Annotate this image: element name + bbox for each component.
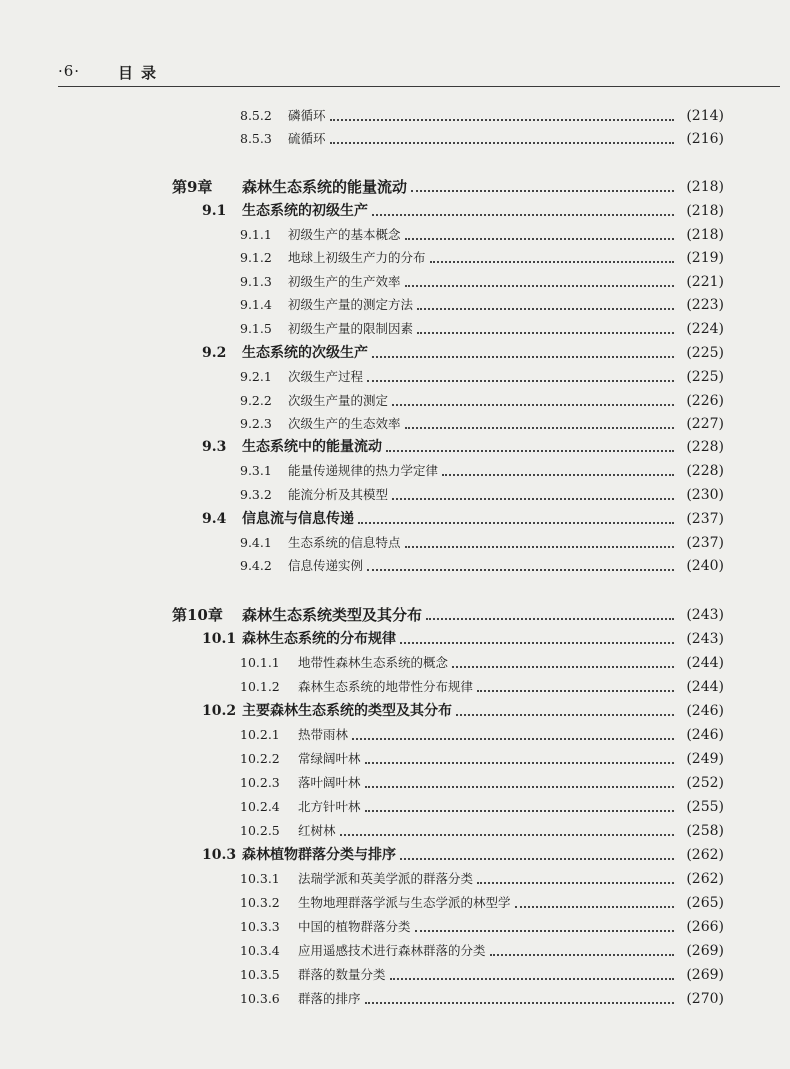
header-title: 目录 [118, 64, 165, 82]
toc-entry-number: 10.3.6 [240, 991, 280, 1006]
toc-entry-number: 10.3.2 [240, 895, 280, 910]
toc-entry-page: (252) [686, 775, 724, 791]
toc-entry-title: 群落的排序 [298, 991, 361, 1006]
toc-entry-page: (240) [686, 558, 724, 574]
leader-dots [352, 738, 674, 740]
leader-dots [477, 882, 674, 884]
toc-entry-title: 生态系统的信息特点 [288, 535, 401, 550]
toc-entry-page: (216) [686, 131, 724, 147]
toc-entry-page: (262) [686, 871, 724, 887]
leader-dots [477, 690, 674, 692]
toc-entry-page: (255) [686, 799, 724, 815]
toc-entry[interactable] [240, 676, 724, 698]
toc-entry[interactable] [240, 652, 724, 674]
toc-chapter[interactable] [172, 176, 724, 198]
leader-dots [365, 762, 674, 764]
toc-entry-number: 9.2 [202, 345, 227, 361]
toc-entry-page: (244) [686, 655, 724, 671]
toc-entry-number: 10.2.3 [240, 775, 280, 790]
toc-entry-page: (265) [686, 895, 724, 911]
toc-entry-title: 群落的数量分类 [298, 967, 386, 982]
leader-dots [405, 427, 674, 429]
toc-entry-page: (221) [686, 274, 724, 290]
toc-entry-number: 10.3.1 [240, 871, 280, 886]
toc-entry-page: (224) [686, 321, 724, 337]
toc-entry[interactable] [240, 460, 724, 482]
toc-entry-title: 生物地理群落学派与生态学派的林型学 [298, 895, 511, 910]
leader-dots [515, 906, 674, 908]
toc-entry-title: 森林生态系统的分布规律 [242, 631, 396, 647]
toc-entry-title: 森林生态系统的地带性分布规律 [298, 679, 474, 694]
toc-entry-page: (237) [686, 511, 724, 527]
toc-entry-page: (219) [686, 250, 724, 266]
toc-entry-title: 初级生产量的测定方法 [288, 297, 414, 312]
toc-entry-page: (214) [686, 108, 724, 124]
leader-dots [456, 714, 674, 716]
toc-entry-title: 地带性森林生态系统的概念 [298, 655, 449, 670]
toc-entry[interactable] [240, 988, 724, 1010]
toc-entry-page: (262) [686, 847, 724, 863]
toc-entry[interactable] [240, 390, 724, 412]
toc-entry[interactable] [240, 484, 724, 506]
toc-entry-page: (237) [686, 535, 724, 551]
toc-entry[interactable] [240, 271, 724, 293]
toc-entry[interactable] [240, 224, 724, 246]
toc-entry-number: 9.1.4 [240, 297, 272, 312]
leader-dots [405, 285, 674, 287]
toc-section[interactable] [202, 844, 724, 866]
toc-entry-page: (244) [686, 679, 724, 695]
toc-entry-number: 9.1.1 [240, 227, 272, 242]
toc-entry-number: 10.2.1 [240, 727, 280, 742]
toc-entry-page: (269) [686, 943, 724, 959]
toc-entry[interactable] [240, 940, 724, 962]
toc-entry[interactable] [240, 868, 724, 890]
toc-entry-title: 次级生产量的测定 [288, 393, 389, 408]
toc-entry-title: 红树林 [298, 823, 336, 838]
leader-dots [442, 474, 674, 476]
leader-dots [372, 214, 674, 216]
toc-entry-number: 10.2.5 [240, 823, 280, 838]
leader-dots [405, 546, 674, 548]
leader-dots [372, 356, 674, 358]
toc-entry-title: 中国的植物群落分类 [298, 919, 411, 934]
toc-chapter[interactable] [172, 604, 724, 626]
toc-entry-number: 10.2 [202, 703, 237, 719]
toc-entry[interactable] [240, 820, 724, 842]
toc-entry-number: 9.3.2 [240, 487, 272, 502]
toc-entry-number: 9.1.2 [240, 250, 272, 265]
leader-dots [405, 238, 674, 240]
toc-entry-title: 常绿阔叶林 [298, 751, 361, 766]
leader-dots [340, 834, 674, 836]
leader-dots [490, 954, 674, 956]
toc-entry-number: 9.2.2 [240, 393, 272, 408]
toc-entry-title: 次级生产过程 [288, 369, 364, 384]
toc-entry[interactable] [240, 796, 724, 818]
toc-entry-title: 信息流与信息传递 [242, 511, 354, 527]
toc-entry-number: 10.1.1 [240, 655, 280, 670]
toc-entry-title: 地球上初级生产力的分布 [288, 250, 426, 265]
toc-entry-number: 9.1.5 [240, 321, 272, 336]
toc-entry-page: (230) [686, 487, 724, 503]
leader-dots [415, 930, 674, 932]
toc-entry-number: 9.1.3 [240, 274, 272, 289]
toc-entry-page: (218) [686, 203, 724, 219]
toc-entry-page: (249) [686, 751, 724, 767]
toc-section[interactable] [202, 628, 724, 650]
leader-dots [386, 450, 674, 452]
leader-dots [392, 404, 674, 406]
toc-entry-page: (223) [686, 297, 724, 313]
leader-dots [417, 332, 674, 334]
toc-entry-number: 10.3.5 [240, 967, 280, 982]
leader-dots [367, 569, 674, 571]
toc-entry-page: (246) [686, 703, 724, 719]
toc-entry-title: 初级生产的生产效率 [288, 274, 401, 289]
leader-dots [365, 1002, 674, 1004]
toc-entry-title: 生态系统的初级生产 [242, 203, 368, 219]
toc-entry-page: (226) [686, 393, 724, 409]
leader-dots [392, 498, 674, 500]
toc-entry-number: 10.3 [202, 847, 237, 863]
toc-entry[interactable] [240, 964, 724, 986]
toc-entry-title: 能流分析及其模型 [288, 487, 389, 502]
leader-dots [365, 810, 674, 812]
toc-section[interactable] [202, 436, 724, 458]
toc-entry-number: 9.2.3 [240, 416, 272, 431]
leader-dots [367, 380, 674, 382]
toc-entry-title: 应用遥感技术进行森林群落的分类 [298, 943, 486, 958]
toc-entry[interactable] [240, 294, 724, 316]
toc-entry-page: (269) [686, 967, 724, 983]
leader-dots [452, 666, 674, 668]
toc-section[interactable] [202, 700, 724, 722]
toc-entry-title: 森林植物群落分类与排序 [242, 847, 396, 863]
leader-dots [330, 142, 674, 144]
leader-dots [426, 618, 674, 620]
toc-entry-number: 10.3.3 [240, 919, 280, 934]
toc-entry-number: 10.1 [202, 631, 237, 647]
toc-entry-number: 9.1 [202, 203, 227, 219]
leader-dots [411, 190, 674, 192]
toc-entry-page: (243) [686, 607, 724, 623]
toc-entry-page: (228) [686, 463, 724, 479]
toc-entry-title: 能量传递规律的热力学定律 [288, 463, 439, 478]
toc-entry-page: (225) [686, 345, 724, 361]
leader-dots [365, 786, 674, 788]
toc-entry-title: 热带雨林 [298, 727, 349, 742]
toc-entry[interactable] [240, 532, 724, 554]
toc-entry-number: 9.4.2 [240, 558, 272, 573]
leader-dots [417, 308, 674, 310]
toc-entry-title: 落叶阔叶林 [298, 775, 361, 790]
toc-entry-number: 10.2.4 [240, 799, 280, 814]
toc-section[interactable] [202, 200, 724, 222]
toc-entry-page: (227) [686, 416, 724, 432]
toc-entry-number: 10.1.2 [240, 679, 280, 694]
toc-entry-title: 法瑞学派和英美学派的群落分类 [298, 871, 474, 886]
toc-entry[interactable] [240, 724, 724, 746]
toc-entry-title: 磷循环 [288, 108, 326, 123]
toc-entry-title: 次级生产的生态效率 [288, 416, 401, 431]
toc-entry-number: 9.3.1 [240, 463, 272, 478]
toc-entry[interactable] [240, 892, 724, 914]
toc-entry-title: 生态系统的次级生产 [242, 345, 368, 361]
page-number: ·6· [58, 62, 81, 80]
toc-entry[interactable] [240, 772, 724, 794]
toc-entry-number: 8.5.3 [240, 131, 272, 146]
toc-entry[interactable] [240, 413, 724, 435]
toc-entry[interactable] [240, 748, 724, 770]
toc-entry[interactable] [240, 555, 724, 577]
toc-entry-title: 主要森林生态系统的类型及其分布 [242, 703, 452, 719]
toc-entry-title: 初级生产的基本概念 [288, 227, 401, 242]
toc-entry-title: 北方针叶林 [298, 799, 361, 814]
toc-entry-page: (243) [686, 631, 724, 647]
toc-entry-page: (218) [686, 227, 724, 243]
toc-entry-number: 9.4 [202, 511, 227, 527]
toc-entry[interactable] [240, 247, 724, 269]
toc-entry[interactable] [240, 318, 724, 340]
leader-dots [358, 522, 674, 524]
toc-entry-title: 信息传递实例 [288, 558, 364, 573]
toc-entry-page: (258) [686, 823, 724, 839]
toc-entry-number: 9.2.1 [240, 369, 272, 384]
toc-entry-title: 初级生产量的限制因素 [288, 321, 414, 336]
toc-entry-number: 10.2.2 [240, 751, 280, 766]
toc-entry-title: 森林生态系统类型及其分布 [242, 606, 423, 624]
toc-entry-page: (270) [686, 991, 724, 1007]
toc-entry-page: (246) [686, 727, 724, 743]
toc-entry-page: (266) [686, 919, 724, 935]
toc-entry-title: 森林生态系统的能量流动 [242, 178, 408, 196]
toc-entry[interactable] [240, 128, 724, 150]
leader-dots [430, 261, 674, 263]
toc-entry-title: 生态系统中的能量流动 [242, 439, 382, 455]
toc-entry-number: 8.5.2 [240, 108, 272, 123]
toc-section[interactable] [202, 508, 724, 530]
toc-entry-number: 10.3.4 [240, 943, 280, 958]
toc-section[interactable] [202, 342, 724, 364]
leader-dots [400, 858, 674, 860]
toc-entry[interactable] [240, 366, 724, 388]
toc-entry-number: 9.3 [202, 439, 227, 455]
toc-entry-page: (218) [686, 179, 724, 195]
toc-entry-title: 硫循环 [288, 131, 326, 146]
toc-entry-page: (228) [686, 439, 724, 455]
toc-entry-number: 第10章 [172, 606, 223, 624]
leader-dots [400, 642, 674, 644]
toc-entry-number: 9.4.1 [240, 535, 272, 550]
leader-dots [330, 119, 674, 121]
toc-entry[interactable] [240, 916, 724, 938]
toc-entry-page: (225) [686, 369, 724, 385]
toc-entry-number: 第9章 [172, 178, 213, 196]
toc-entry[interactable] [240, 105, 724, 127]
leader-dots [390, 978, 674, 980]
